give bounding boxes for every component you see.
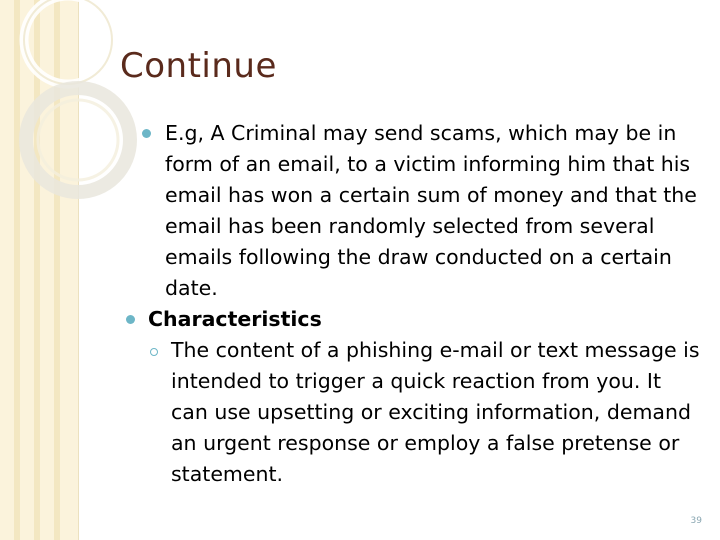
bullet-text: E.g, A Criminal may send scams, which may be in form of an email, to a victim informing him that his email has won a certain sum of money and that the email has been randomly selected from several emails following the draw conducted on a certain date. bbox=[165, 121, 697, 300]
slide-body bbox=[128, 118, 703, 490]
bullet-dot-icon bbox=[126, 315, 135, 324]
bullet-item bbox=[128, 118, 703, 304]
sub-bullet-text: The content of a phishing e-mail or text message is intended to trigger a quick reaction from you. It can use upsetting or exciting information, demand an urgent response or employ a false pretense or statement. bbox=[171, 338, 700, 486]
sub-bullet-item bbox=[128, 335, 703, 490]
bullet-item bbox=[128, 304, 703, 335]
page-number: 39 bbox=[690, 516, 702, 526]
bullet-ring-icon bbox=[150, 348, 158, 356]
bullet-dot-icon bbox=[142, 129, 151, 138]
bullet-heading: Characteristics bbox=[148, 307, 322, 331]
slide-title: Continue bbox=[120, 46, 277, 86]
